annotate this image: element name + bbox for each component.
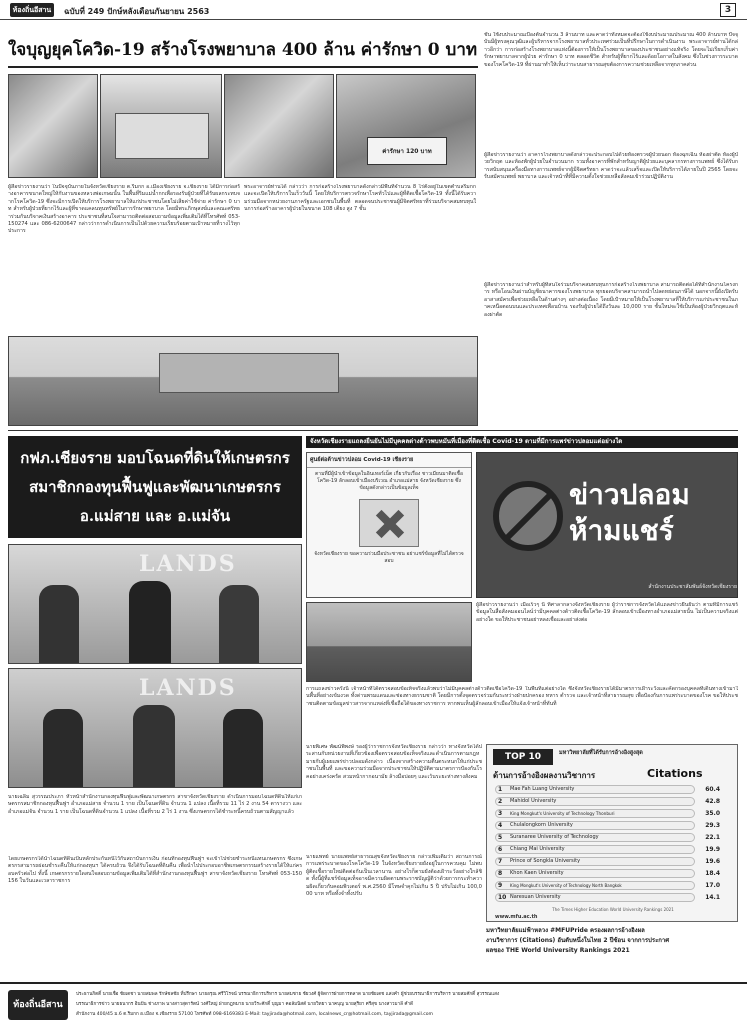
article2-headline-box bbox=[8, 436, 302, 538]
person-5 bbox=[133, 705, 175, 788]
ranking-badge: TOP 10 bbox=[493, 749, 553, 765]
rank-university: Chiang Mai University bbox=[510, 846, 565, 852]
article3-body-main: การแถลงข่าวครั้งนี้ เจ้าหน้าที่ได้ตรวจสอบข้อเท็จจริงแล้วพบว่าไม่มีบุคคลต่างด้าวติดเชื้อโควิด-19 ในพื้นที่แต่อย่างใด ซึ่งจังหวัดเชียงรายได้มีมาตรการเฝ้าระวังและคัดกรองบุคคลที่เดินทางเข้ามาในพื้นที่อย่างเข้มงวด ทั้งด่านพรมแดนและช่องทางธรรมชาติ โดยมีการตั้งจุดตรวจร่วมกันระหว่างฝ่ายปกครอง ทหาร ตำรวจ และเจ้าหน้าที่สาธารณสุข เพื่อป้องกันการแพร่ระบาดของโรค ขอให้ประชาชนติดตามข้อมูลข่าวสารจากแหล่งที่เชื่อถือได้ของทางราชการ หากพบเห็นผู้ลักลอบเข้าเมืองให้แจ้งเจ้าหน้าที่ทันที bbox=[306, 686, 738, 707]
rank-number: 2 bbox=[498, 798, 503, 805]
photo-press-table bbox=[336, 74, 476, 178]
ranking-caption bbox=[486, 926, 738, 960]
rank-row bbox=[495, 881, 720, 890]
article1-headline: ใจบุญยุคโควิด-19 สร้างโรงพยาบาล 400 ล้าน ค่ารักษา 0 บาท bbox=[8, 40, 478, 60]
article3-headline-bar bbox=[306, 436, 738, 448]
article2-body-2: โดยเกษตรกรได้นำโฉนดที่ดินเป็นหลักประกันหนี้ไว้กับสถาบันการเงิน ก่อนที่กองทุนฟื้นฟูฯ จะเข้าไปช่วยชำระหนี้แทนเกษตรกร ซึ่งเกษตรกรสามารถผ่อนชำระคืนให้แก่กองทุนฯ ได้ครบถ้วน จึงได้รับโฉนดที่ดินคืน เพื่อนำไปประกอบอาชีพเกษตรกรรมสร้างรายได้ให้แก่ครอบครัวต่อไป ทั้งนี้ เกษตรกรรายใดสนใจสอบถามข้อมูลเพิ่มเติมได้ที่สำนักงานกองทุนฟื้นฟูฯ สาขาจังหวัดเชียงราย โทรศัพท์ 053-150156 ในวันและเวลาราชการ bbox=[8, 856, 302, 885]
rank-university: Mahidol University bbox=[510, 798, 557, 804]
ranking-title-1: มหาวิทยาลัยที่ได้รับการอ้างอิงสูงสุด bbox=[559, 750, 643, 756]
ranking-title-2: ด้านการอ้างอิงผลงานวิชาการ bbox=[493, 771, 596, 780]
page-number: 3 bbox=[720, 3, 736, 17]
article2-body: นายเฉลิม สุวรรณประภา หัวหน้าสำนักงานกองทุนฟื้นฟูและพัฒนาเกษตรกร สาขาจังหวัดเชียงราย ดำเนินการมอบโฉนดที่ดินให้แก่เกษตรกรสมาชิกกองทุนฟื้นฟูฯ อำเภอแม่สาย จำนวน 1 ราย เป็นโฉนดที่ดิน จำนวน 1 แปลง เนื้อที่รวม 11 ไร่ 2 งาน 54 ตารางวา และอำเภอแม่จัน จำนวน 1 ราย เป็นโฉนดที่ดินจำนวน 1 แปลง เนื้อที่รวม 2 ไร่ 1 งาน ซึ่งเกษตรกรได้ชำระหนี้ครบถ้วนตามสัญญาแล้ว bbox=[8, 794, 302, 815]
article1-body-right-3: ผู้สื่อข่าวรายงานว่าสำหรับผู้ที่สนใจร่วมบริจาคสมทบทุนการก่อสร้างโรงพยาบาล สามารถติดต่อได้ที่สำนักงานโครงการ หรือโอนเงินผ่านบัญชีธนาคารของโรงพยาบาล ทุกยอดบริจาคสามารถนำไปลดหย่อนภาษีได้ นอกจากนี้ยังเปิดรับอาสาสมัครเพื่อช่วยเหลือในด้านต่างๆ อย่างต่อเนื่อง โดยมีเป้าหมายให้เป็นโรงพยาบาลที่ให้บริการแก่ประชาชนในภาคเหนือตอนบนและประเทศเพื่อนบ้าน รองรับผู้ป่วยได้ถึงวันละ 10,000 ราย ชั้นใหม่จะใช้เป็นห้องผู้ป่วยวิกฤตและห้องผ่าตัด bbox=[484, 282, 738, 318]
post-image-x bbox=[359, 499, 419, 547]
rank-score: 29.3 bbox=[705, 822, 720, 829]
fake-news-graphic bbox=[476, 452, 738, 598]
fake-source: สำนักงานประชาสัมพันธ์จังหวัดเชียงราย bbox=[648, 584, 737, 590]
rank-number: 5 bbox=[498, 834, 503, 841]
photo-hospital-render bbox=[100, 74, 222, 178]
footer-line-3: สำนักงาน 400/45 ม.6 ต.ริมกก อ.เมือง จ.เชียงราย 57100 โทรศัพท์ 098-6169383 E-Mail: tayjirada@hotmail.com, localnews_cr@hotmail.com, tayjirada@gmail.com bbox=[76, 1012, 434, 1017]
ranking-website: www.mfu.ac.th bbox=[495, 914, 538, 920]
rank-university: Mae Fah Luang University bbox=[510, 786, 575, 792]
photo-press-conference bbox=[306, 602, 472, 682]
person-3 bbox=[219, 585, 259, 664]
rank-number: 7 bbox=[498, 858, 503, 865]
photo-deed-handover-1 bbox=[8, 544, 302, 664]
article1-body-left: ผู้สื่อข่าวรายงานว่า ในปัจจุบันภายในจังหวัดเชียงราย ต.ริมกก อ.เมืองเชียงราย จ.เชียงราย ได้มีการก่อสร้างอาคารขนาดใหญ่ให้กับงานของหลวงพ่อเกษมนั้น ในพื้นที่ริมแม่น้ำกกเพื่อรองรับผู้ป่วยที่ได้รับผลกระทบจากโรคโควิด-19 ซึ่งจะมีการเปิดให้บริการโรงพยาบาลให้แก่ประชาชนโดยไม่เสียค่าใช้จ่าย ค่ารักษา 0 บาท สำหรับผู้ป่วยที่ยากไร้และผู้ที่ขาดแคลนทุนทรัพย์ในการรักษาพยาบาล โดยมีพระภิกษุสงฆ์และคณะศรัทธาร่วมกันบริจาคเงินสร้างอาคาร ประชาชนที่สนใจสามารถติดต่อสอบถามข้อมูลเพิ่มเติมได้ที่โทรศัพท์ 053-150274 และ 086-6200647 กล่าวว่าการดำเนินการเป็นไปด้วยความเรียบร้อยตามเป้าหมายที่วางไว้ทุกประการ bbox=[8, 184, 240, 235]
photo-construction-site bbox=[8, 336, 478, 426]
rank-score: 22.1 bbox=[705, 834, 720, 841]
article1-headline-bar bbox=[8, 32, 478, 68]
footer-line-2: บรรณาธิการข่าว นายธนากร อินปัน ช่างภาพ นางสาวสุดารัตน์ วงศ์ใหญ่ ฝ่ายกฎหมาย นายวีระศักดิ์ บุญมา คอลัมนิสต์ นายวิทยา นาคบุญ นายสุริยา ศรีสุข นางสาวมาลี คำดี bbox=[76, 1002, 414, 1007]
rank-row bbox=[495, 833, 720, 842]
article3-body-left-col: นายพิเศษ พัฒน์พิพงษ์ รองผู้ว่าราชการจังหวัดเชียงราย กล่าวว่า ทางจังหวัดได้ประสานกับหน่วยงานที่เกี่ยวข้องเพื่อตรวจสอบข้อเท็จจริงและดำเนินการตามกฎหมายกับผู้เผยแพร่ข่าวปลอมดังกล่าว เนื่องจากสร้างความตื่นตระหนกให้แก่ประชาชนในพื้นที่ และขอความร่วมมือจากประชาชนให้ปฏิบัติตามมาตรการป้องกันโรคอย่างเคร่งครัด สวมหน้ากากอนามัย ล้างมือบ่อยๆ และเว้นระยะห่างทางสังคม bbox=[306, 744, 482, 780]
ranking-source: The Times Higher Education World University Rankings 2021 bbox=[552, 907, 674, 912]
rank-university: King Mongkut's University of Technology Thonburi bbox=[510, 811, 615, 816]
rank-score: 14.1 bbox=[705, 894, 720, 901]
phone-prohibited-icon bbox=[493, 481, 563, 551]
photo-deed-handover-2 bbox=[8, 668, 302, 788]
rank-university: King Mongkut's University of Technology North Bangkok bbox=[510, 883, 622, 888]
facebook-post-card bbox=[306, 452, 472, 598]
banner-lands-2: LANDS bbox=[139, 675, 237, 701]
rank-number: 10 bbox=[498, 894, 507, 901]
rank-row bbox=[495, 809, 720, 818]
ranking-caption-3: ผลของ THE World University Rankings 2021 bbox=[486, 947, 630, 954]
banner-lands: LANDS bbox=[139, 551, 237, 577]
rank-university: Prince of Songkla University bbox=[510, 858, 581, 864]
rank-university: Naresuan University bbox=[510, 894, 561, 900]
article3-headline: จังหวัดเชียงรายแถลงยืนยันไม่มีบุคคลต่างด้าวพบหมันที่เมืองที่ติดเชื้อ Covid-19 ตามที่มีการแพร่ข่าวปลอมแต่อย่างใด bbox=[310, 438, 623, 445]
rank-row bbox=[495, 869, 720, 878]
ranking-caption-1: มหาวิทยาลัยแม่ฟ้าหลวง #MFUPride ครองผลการอ้างอิงผล bbox=[486, 927, 645, 934]
footer bbox=[0, 982, 747, 1024]
rank-university: Suranaree University of Technology bbox=[510, 834, 599, 840]
rank-university: Khon Kaen University bbox=[510, 870, 564, 876]
masthead-logo: ท้องถิ่นอีสาน bbox=[10, 3, 54, 17]
rank-row bbox=[495, 857, 720, 866]
post-footer: จังหวัดเชียงราย ขอความร่วมมือประชาชน อย่าแชร์ข้อมูลที่ไม่ได้ตรวจสอบ bbox=[314, 551, 464, 564]
person-6 bbox=[223, 709, 263, 788]
rank-number: 4 bbox=[498, 822, 503, 829]
ranking-title-highlight: Citations bbox=[647, 767, 703, 780]
photo-sign: ค่ารักษา 120 บาท bbox=[367, 137, 447, 165]
article2-headline-line1: กฟภ.เชียงราย มอบโฉนดที่ดินให้เกษตรกร bbox=[20, 449, 290, 467]
masthead bbox=[0, 0, 747, 20]
rank-number: 9 bbox=[498, 882, 503, 889]
photo-group-event bbox=[224, 74, 334, 178]
person-2 bbox=[129, 581, 171, 664]
footer-logo: ท้องถิ่นอีสาน bbox=[8, 990, 68, 1020]
fake-title-1: ข่าวปลอม bbox=[569, 478, 690, 511]
post-title: ศูนย์ต่อต้านข่าวปลอม Covid-19 เชียงราย bbox=[307, 453, 471, 468]
article1-body-left-2: พระอาจารย์ท่านได้ กล่าวว่า การก่อสร้างโรงพยาบาลดังกล่าวมีพื้นที่จำนวน 8 ไร่ตั้งอยู่ในเขตตำบลริมกก และจะเปิดให้บริการในเร็ววันนี้ โดยให้บริการตรวจรักษาโรคทั่วไปและผู้ที่ติดเชื้อโควิด-19 ทั้งนี้ได้รับความร่วมมือจากหน่วยงานภาครัฐและเอกชนในพื้นที่ ตลอดจนประชาชนผู้มีจิตศรัทธาที่ร่วมบริจาคสมทบทุนในการก่อสร้างอาคารผู้ป่วยในขนาด 108 เตียง สูง 7 ชั้น bbox=[244, 184, 476, 213]
render-building bbox=[115, 113, 209, 159]
photo-monk-tablet bbox=[8, 74, 98, 178]
rank-row bbox=[495, 785, 720, 794]
rank-number: 3 bbox=[498, 810, 503, 817]
rank-score: 19.6 bbox=[705, 858, 720, 865]
rank-score: 19.9 bbox=[705, 846, 720, 853]
rank-row bbox=[495, 893, 720, 902]
section-divider bbox=[8, 430, 738, 431]
rank-number: 1 bbox=[498, 786, 503, 793]
rank-score: 18.4 bbox=[705, 870, 720, 877]
rank-number: 8 bbox=[498, 870, 503, 877]
person-4 bbox=[43, 709, 83, 788]
rank-score: 60.4 bbox=[705, 786, 720, 793]
article3-body-right: ผู้สื่อข่าวรายงานว่า เมื่อเร็วๆ นี้ ที่ศาลากลางจังหวัดเชียงราย ผู้ว่าราชการจังหวัดได้แถลงข่าวยืนยันว่า ตามที่มีการแชร์ข้อมูลในสื่อสังคมออนไลน์ว่ามีบุคคลต่างด้าวติดเชื้อโควิด-19 ลักลอบเข้าเมืองทางอำเภอแม่สายนั้น ไม่เป็นความจริงแต่อย่างใด ขอให้ประชาชนอย่าหลงเชื่อและอย่าส่งต่อ bbox=[476, 602, 738, 623]
ranking-caption-2: งานวิชาการ (Citations) อันดับหนึ่งในไทย 2 ปีซ้อน จากการประกาศ bbox=[486, 937, 670, 944]
building-structure bbox=[159, 353, 339, 393]
article3-body-left-col-2: นายแพทย์ นายแพทย์สาธารณสุขจังหวัดเชียงราย กล่าวเพิ่มเติมว่า สถานการณ์การแพร่ระบาดของโรคโควิด-19 ในจังหวัดเชียงรายยังอยู่ในการควบคุม ไม่พบผู้ติดเชื้อรายใหม่ติดต่อกันเป็นเวลานาน อย่างไรก็ตามยังต้องเฝ้าระวังอย่างใกล้ชิด ทั้งนี้ผู้ที่แชร์ข้อมูลเท็จอาจมีความผิดตามพระราชบัญญัติว่าด้วยการกระทำความผิดเกี่ยวกับคอมพิวเตอร์ พ.ศ.2560 มีโทษจำคุกไม่เกิน 5 ปี ปรับไม่เกิน 100,000 บาท หรือทั้งจำทั้งปรับ bbox=[306, 854, 482, 898]
rank-row bbox=[495, 821, 720, 830]
article2-headline-line3: อ.แม่สาย และ อ.แม่จัน bbox=[79, 507, 231, 525]
rank-row bbox=[495, 797, 720, 806]
article1-body-right: ชั้น ใช้งบประมาณเบื้องต้นจำนวน 3 ล้านบาท และคาดว่าทั้งหมดจะต้องใช้งบประมาณประมาณ 400 ล้านบาท ปัจจุบันมีผู้ทรงคุณวุฒิและผู้บริหารจากโรงพยาบาลทั่วประเทศร่วมเป็นที่ปรึกษาในการดำเนินงาน พระอาจารย์ท่านได้กล่าวอีกว่า การก่อสร้างโรงพยาบาลแห่งนี้ต้องการให้เป็นโรงพยาบาลของประชาชนอย่างแท้จริง โดยจะไม่เรียกเก็บค่ารักษาพยาบาลจากผู้ป่วย ค่ารักษา 0 บาท ตลอดชีวิต สำหรับผู้ที่ยากไร้และด้อยโอกาสในสังคม ซึ่งในช่วงการระบาดของโรคโควิด-19 ที่ผ่านมาทำให้เห็นว่าระบบสาธารณสุขต้องการความช่วยเหลือจากทุกภาคส่วน bbox=[484, 32, 738, 68]
article2-headline-line2: สมาชิกกองทุนฟื้นฟูและพัฒนาเกษตรกร bbox=[29, 478, 281, 496]
article1-body-right-2: ผู้สื่อข่าวรายงานว่า อาคารโรงพยาบาลดังกล่าวจะประกอบไปด้วยห้องตรวจผู้ป่วยนอก ห้องฉุกเฉิน ห้องผ่าตัด ห้องผู้ป่วยวิกฤต และห้องพักผู้ป่วยในจำนวนมาก รวมทั้งอาคารที่พักสำหรับญาติผู้ป่วยและบุคลากรทางการแพทย์ ซึ่งได้รับการสนับสนุนเครื่องมือทางการแพทย์จากผู้มีจิตศรัทธา คาดว่าจะแล้วเสร็จและเปิดให้บริการได้ภายในปี 2565 โดยจะรับสมัครแพทย์ พยาบาล และเจ้าหน้าที่ที่มีความตั้งใจช่วยเหลือสังคมเข้าร่วมปฏิบัติงาน bbox=[484, 152, 738, 181]
post-body: ตามที่มีผู้นำเข้าข้อมูลในอินเทอร์เน็ต เกี่ยวกับเรื่อง ชาวเมียนมาติดเชื้อโควิด-19 ลักลอบเข้าเมืองบริเวณ อำเภอแม่สาย จังหวัดเชียงราย ซึ่งข้อมูลดังกล่าวเป็นข้อมูลเท็จ bbox=[315, 471, 463, 491]
issue-line: ฉบับที่ 249 ปักษ์หลังเดือนกันยายน 2563 bbox=[64, 7, 210, 16]
rank-number: 6 bbox=[498, 846, 503, 853]
rank-score: 17.0 bbox=[705, 882, 720, 889]
rank-row bbox=[495, 845, 720, 854]
footer-line-1: ประธานกิตติ์ นายเชื่อ ชัยเดชา นายสมพล รักษ์ชลชัย ที่ปรึกษา นายอรุณ ศรีวิโรจน์ บรรณาธิการบริหาร นายสมชาย ชัยวงศ์ ผู้จัดการฝ่ายการตลาด นายชัยเดช แสงคำ ผู้ช่วยบรรณาธิการบริหาร นายสมศักดิ์ สุวรรณแสง bbox=[76, 992, 500, 997]
rank-score: 42.8 bbox=[705, 798, 720, 805]
fake-title-2: ห้ามแชร์ bbox=[569, 514, 674, 547]
ranking-card bbox=[486, 744, 738, 922]
rank-university: Chulalongkorn University bbox=[510, 822, 573, 828]
person-1 bbox=[39, 585, 79, 664]
rank-score: 35.0 bbox=[705, 810, 720, 817]
